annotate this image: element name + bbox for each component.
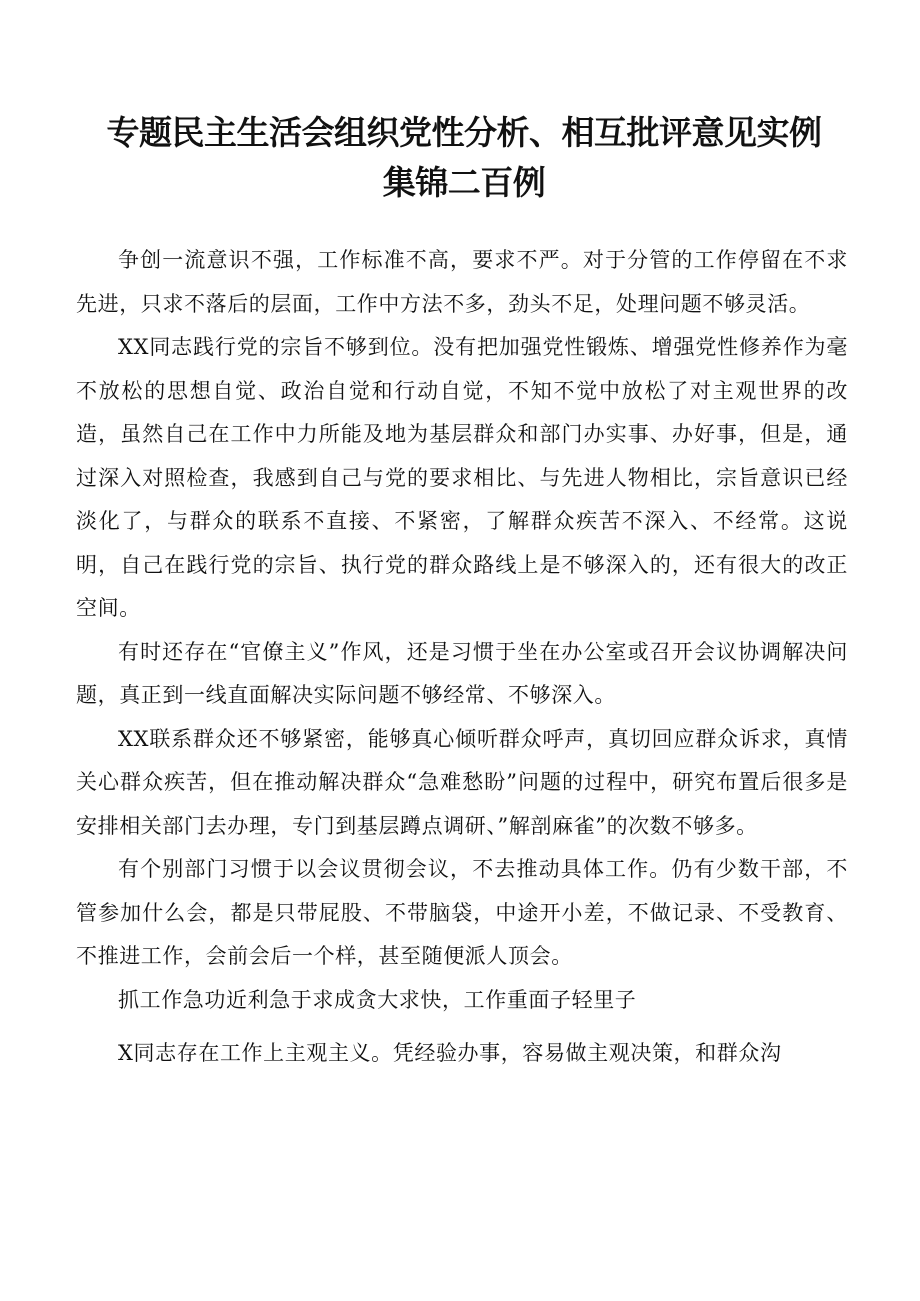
document-title <box>80 108 848 208</box>
document-body <box>76 239 848 1076</box>
title-line-2: 集锦二百例 <box>382 163 546 202</box>
paragraph-1: 争创一流意识不强，工作标准不高，要求不严。对于分管的工作停留在不求先进，只求不落后的层面，工作中方法不多，劲头不足，处理问题不够灵活。 <box>76 248 848 316</box>
paragraph-4: XX联系群众还不够紧密，能够真心倾听群众呼声，真切回应群众诉求，真情关心群众疾苦，但在推动解决群众“急难愁盼”问题的过程中，研究布置后很多是安排相关部门去办理，专门到基层蹲点调研、”解剖麻雀”的次数不够多。 <box>76 726 848 838</box>
paragraph-2: XX同志践行党的宗旨不够到位。没有把加强党性锻炼、增强党性修养作为毫不放松的思想自觉、政治自觉和行动自觉，不知不觉中放松了对主观世界的改造，虽然自己在工作中力所能及地为基层群众和部门办实事、办好事，但是，通过深入对照检查，我感到自己与党的要求相比、与先进人物相比，宗旨意识已经淡化了，与群众的联系不直接、不紧密，了解群众疾苦不深入、不经常。这说明，自己在践行党的宗旨、执行党的群众路线上是不够深入的，还有很大的改正空间。 <box>76 335 848 620</box>
paragraph-7: X同志存在工作上主观主义。凭经验办事，容易做主观决策，和群众沟 <box>118 1041 782 1065</box>
paragraph-5: 有个别部门习惯于以会议贯彻会议，不去推动具体工作。仍有少数干部，不管参加什么会，都是只带屁股、不带脑袋，中途开小差，不做记录、不受教育、不推进工作，会前会后一个样，甚至随便派人顶会。 <box>76 857 848 968</box>
paragraph-3: 有时还存在“官僚主义”作风，还是习惯于坐在办公室或召开会议协调解决问题，真正到一线直面解决实际问题不够经常、不够深入。 <box>76 639 848 707</box>
paragraph-6: 抓工作急功近利急于求成贪大求快，工作重面子轻里子 <box>118 987 637 1012</box>
title-line-1: 专题民主生活会组织党性分析、相互批评意见实例 <box>106 113 822 152</box>
